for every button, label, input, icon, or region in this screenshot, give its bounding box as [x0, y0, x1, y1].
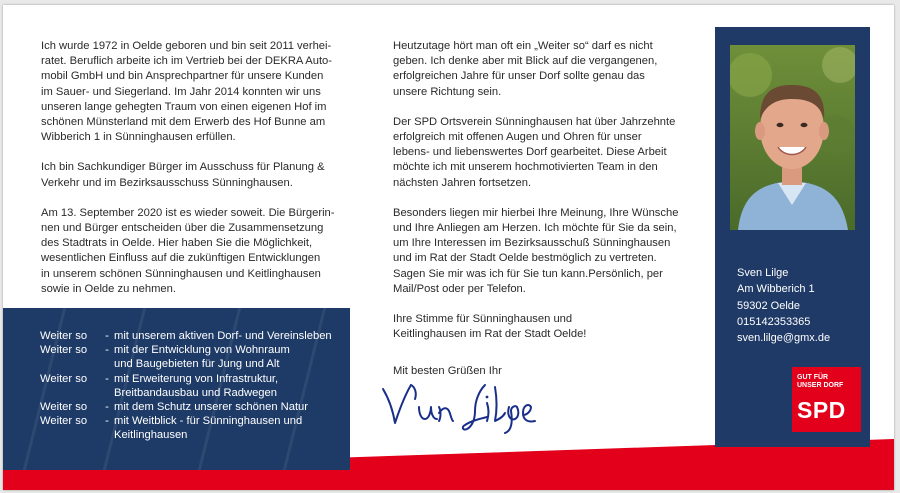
bio-paragraph: Ich wurde 1972 in Oelde geboren und bin seit 2011 verhei- ratet. Beruflich arbeite ich im Vertrieb bei der DEKRA Auto- mobil GmbH und bin Ansprechpartner für unsere Kunden im Sauer- und Siegerland. Im Jahr 2014 konnten wir uns unseren lange gehegten Traum von einen eigenen Hof im schönen Münsterland mit dem Erwerb des Hof Bunne am Wibberich 1 in Sünninghausen erfüllen. [41, 40, 333, 144]
message-column [393, 39, 693, 357]
handwritten-signature [375, 377, 565, 435]
message-paragraph: Ihre Stimme für Sünninghausen und Keitlinghausen im Rat der Stadt Oelde! [393, 313, 587, 341]
weiter-so-text: mit Erweiterung von Infrastruktur, Breitbandausbau und Radwegen [114, 372, 279, 399]
dash: - [105, 401, 109, 414]
dash: - [105, 372, 109, 385]
candidate-photo [730, 45, 855, 230]
weiter-so-text: mit der Entwicklung von Wohnraum und Baugebieten für Jung und Alt [114, 344, 290, 371]
spd-logo [792, 367, 861, 432]
candidate-sidebar [715, 27, 870, 447]
contact-city: 59302 Oelde [737, 299, 800, 312]
list-item [40, 329, 350, 343]
logo-slogan: GUT FÜR UNSER DORF [797, 374, 844, 389]
weiter-so-prefix: Weiter so [40, 372, 88, 385]
dash: - [105, 415, 109, 428]
message-paragraph: Heutzutage hört man oft ein „Weiter so“ darf es nicht geben. Ich denke aber mit Blick auf die vergangenen, erfolgreichen Jahre für unser Dorf sollte genau das unsere Richtung sein. [393, 40, 658, 98]
weiter-so-prefix: Weiter so [40, 330, 88, 342]
dash: - [105, 344, 109, 357]
flyer-page [3, 5, 894, 490]
list-item [40, 343, 350, 371]
bio-paragraph: Ich bin Sachkundiger Bürger im Ausschuss für Planung & Verkehr und im Bezirksausschuss Sünninghausen. [41, 161, 325, 189]
bio-paragraph: Am 13. September 2020 ist es wieder soweit. Die Bürgerin- nen und Bürger entscheiden über die Zusammensetzung des Stadtrats in Oelde. Hier haben Sie die Möglichkeit, wesentlichen Einfluss auf die zukünftigen Entwicklungen in unserem schönen Sünninghausen und Keitlinghausen sowie in Oelde zu nehmen. [41, 206, 335, 295]
message-paragraph: Der SPD Ortsverein Sünninghausen hat über Jahrzehnte erfolgreich mit offenen Augen und Ohren für unser lebens- und liebenswertes Dorf gearbeitet. Diese Arbeit möchte ich mit unserem hochmotivierten Team in den nächsten Jahren fortsetzen. [393, 115, 676, 189]
contact-email[interactable]: sven.lilge@gmx.de [737, 332, 831, 345]
list-item [40, 414, 350, 442]
contact-name: Sven Lilge [737, 267, 789, 279]
message-paragraph: Besonders liegen mir hierbei Ihre Meinung, Ihre Wünsche und Ihre Anliegen am Herzen. Ich möchte für Sie da sein, um Ihre Interessen im Bezirksausschuß Sünninghausen und im Rat der Stadt Oelde bestmöglich zu vertreten. Sagen Sie mir was ich für Sie tun kann.Persönlich, per Mail/Post oder per Telefon. [393, 206, 679, 295]
weiter-so-prefix: Weiter so [40, 401, 88, 414]
weiter-so-text: mit Weitblick - für Sünninghausen und Keitlinghausen [114, 415, 303, 442]
weiter-so-prefix: Weiter so [40, 415, 88, 428]
list-item [40, 372, 350, 400]
logo-party-name: SPD [797, 397, 846, 423]
contact-block [737, 265, 867, 346]
weiter-so-text: mit unserem aktiven Dorf- und Vereinsleben [114, 330, 332, 342]
dash: - [105, 330, 109, 342]
contact-phone: 015142353365 [737, 315, 811, 328]
contact-street: Am Wibberich 1 [737, 283, 815, 296]
weiter-so-list [40, 329, 350, 443]
weiter-so-prefix: Weiter so [40, 344, 88, 357]
bio-column [41, 39, 361, 312]
list-item [40, 400, 350, 414]
closing-text: Mit besten Grüßen Ihr [393, 365, 502, 377]
weiter-so-text: mit dem Schutz unserer schönen Natur [114, 401, 309, 414]
